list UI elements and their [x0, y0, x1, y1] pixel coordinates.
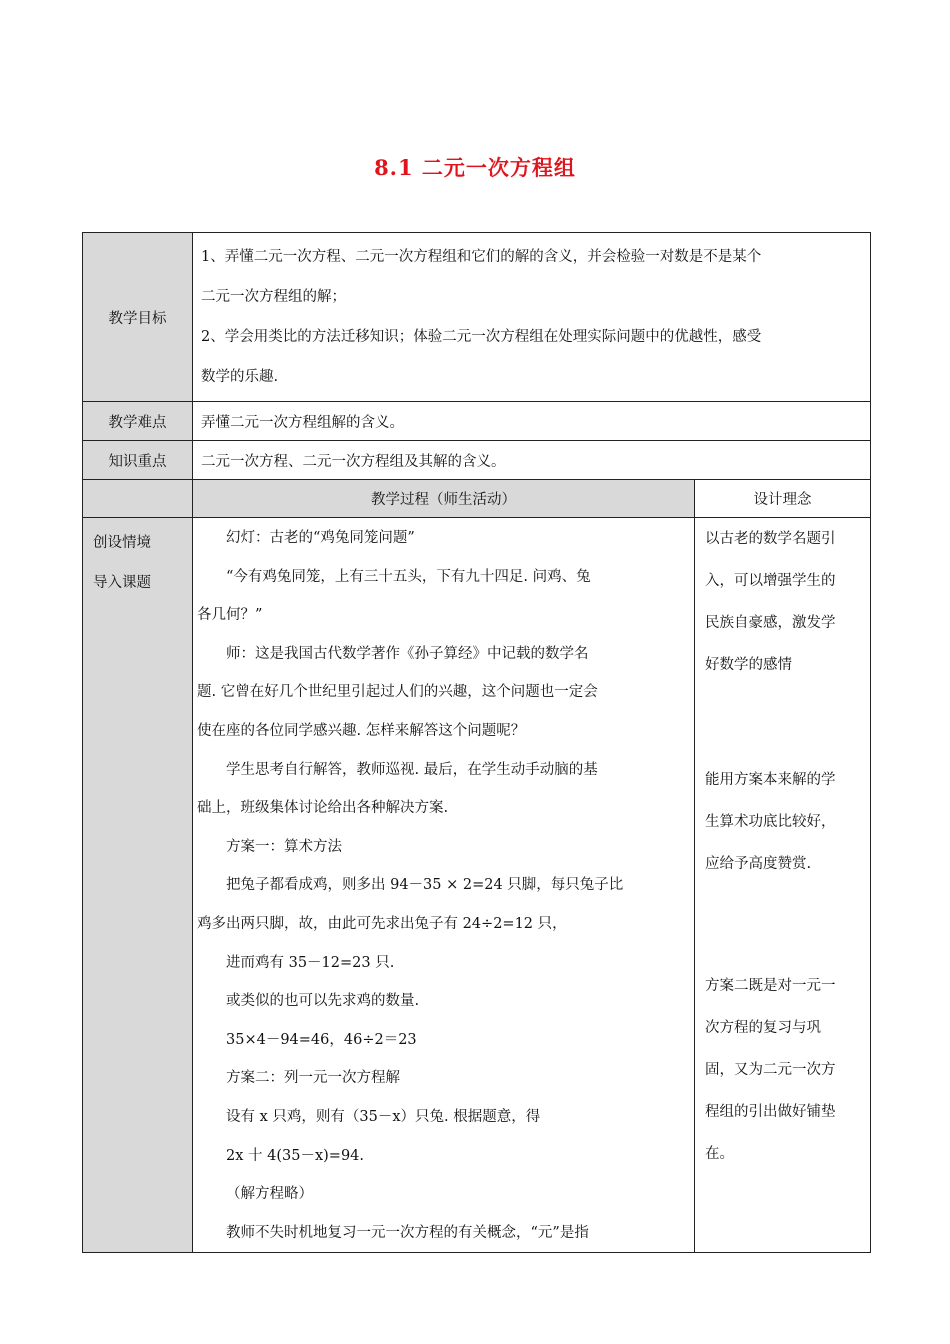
process-line: 础上，班级集体讨论给出各种解决方案. [197, 800, 449, 817]
label-text: 教学目标 [108, 310, 167, 327]
design-line: 次方程的复习与巩 [705, 1020, 821, 1036]
design-line: 应给予高度赞赏. [705, 856, 812, 872]
design-line: 生算术功底比较好， [705, 814, 836, 830]
design-line: 固，又为二元一次方 [705, 1062, 836, 1078]
row-knowledge-key [83, 441, 871, 480]
goal-line: 1、弄懂二元一次方程、二元一次方程组和它们的解的含义，并会检验一对数是不是某个 [201, 249, 762, 265]
header-blank [83, 480, 193, 518]
section-label [83, 518, 193, 1253]
row-header [83, 480, 871, 518]
design-block [705, 965, 864, 1175]
design-spacer [705, 885, 864, 965]
design-block [705, 759, 864, 885]
process-line: 师：这是我国古代数学著作《孙子算经》中记载的数学名 [226, 645, 589, 662]
process-line: 2x 十 4(35－x)=94. [226, 1147, 364, 1164]
goal-line: 2、学会用类比的方法迁移知识；体验二元一次方程组在处理实际问题中的优越性，感受 [201, 329, 762, 345]
lesson-plan-table [82, 232, 871, 1253]
label-teaching-goal [83, 233, 193, 402]
process-content [193, 518, 695, 1253]
process-line: 题. 它曾在好几个世纪里引起过人们的兴趣，这个问题也一定会 [197, 684, 598, 701]
design-line: 入，可以增强学生的 [705, 573, 836, 589]
design-line: 方案二既是对一元一 [705, 978, 836, 994]
design-line: 能用方案本来解的学 [705, 772, 836, 788]
row-teaching-difficulty [83, 402, 871, 441]
goal-line: 数学的乐趣. [201, 369, 279, 385]
row-teaching-goal [83, 233, 871, 402]
process-line: 学生思考自行解答，教师巡视. 最后，在学生动手动脑的基 [226, 761, 598, 778]
design-line: 程组的引出做好铺垫 [705, 1104, 836, 1120]
process-line: 方案二：列一元一次方程解 [226, 1070, 400, 1087]
header-process: 教学过程（师生活动） [193, 480, 695, 518]
process-line: （解方程略） [226, 1186, 313, 1203]
process-line: 或类似的也可以先求鸡的数量. [226, 993, 420, 1010]
process-line: 35×4－94=46，46÷2＝23 [226, 1031, 417, 1048]
row-section-intro [83, 518, 871, 1253]
design-line: 在。 [705, 1146, 734, 1162]
section-label-line: 创设情境 [93, 535, 151, 551]
process-line: 鸡多出两只脚，故，由此可先求出兔子有 24÷2=12 只， [197, 915, 567, 932]
process-line: “今有鸡兔同笼，上有三十五头，下有九十四足. 问鸡、兔 [226, 568, 591, 585]
design-line: 民族自豪感，激发学 [705, 615, 836, 631]
process-line: 各几何？” [197, 607, 263, 624]
design-line: 好数学的感情 [705, 657, 792, 673]
label-knowledge-key [83, 441, 193, 480]
process-line: 方案一：算术方法 [226, 838, 342, 855]
process-line: 幻灯：古老的“鸡兔同笼问题” [226, 530, 415, 546]
design-content [695, 518, 871, 1253]
process-line: 进而鸡有 35－12=23 只. [226, 954, 395, 971]
design-line: 以古老的数学名题引 [705, 531, 836, 547]
knowledge-key-content: 二元一次方程、二元一次方程组及其解的含义。 [193, 441, 871, 480]
design-block [705, 518, 864, 686]
teaching-difficulty-content: 弄懂二元一次方程组解的含义。 [193, 402, 871, 441]
section-label-line: 导入课题 [93, 575, 151, 591]
page-title: 8.1 二元一次方程组 [374, 155, 576, 180]
process-line: 教师不失时机地复习一元一次方程的有关概念，“元”是指 [226, 1224, 589, 1241]
label-text: 教学难点 [108, 414, 167, 431]
process-line: 把兔子都看成鸡，则多出 94－35 × 2=24 只脚，每只兔子比 [226, 877, 624, 894]
label-text: 知识重点 [108, 453, 167, 470]
header-design: 设计理念 [695, 480, 871, 518]
label-teaching-difficulty [83, 402, 193, 441]
goal-line: 二元一次方程组的解； [201, 289, 346, 305]
design-spacer [705, 686, 864, 759]
process-line: 设有 x 只鸡，则有（35－x）只兔. 根据题意，得 [226, 1108, 541, 1125]
process-line: 使在座的各位同学感兴趣. 怎样来解答这个问题呢？ [197, 722, 526, 739]
teaching-goal-content [193, 233, 871, 402]
